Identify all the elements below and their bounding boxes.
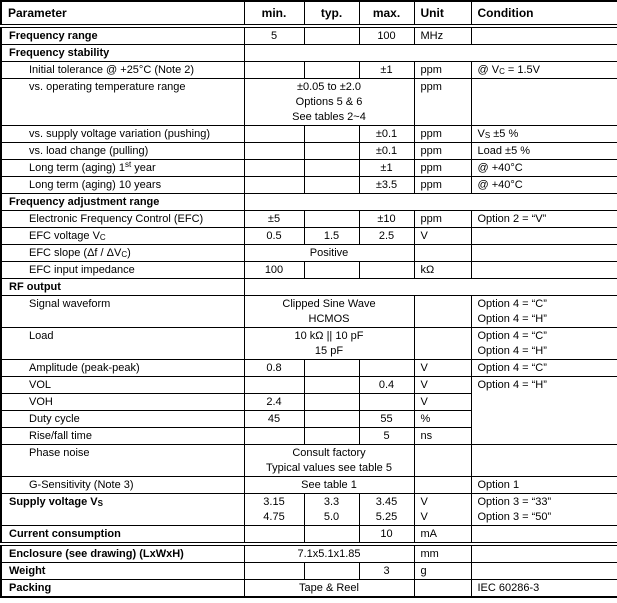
- text-segment: Supply voltage V: [9, 496, 98, 508]
- param-cell: VOL: [1, 377, 244, 394]
- spec-row: [1, 445, 617, 477]
- param-cell: vs. load change (pulling): [1, 143, 244, 160]
- typ-cell: [304, 126, 359, 143]
- unit-cell: [414, 477, 471, 494]
- column-header-condition: Condition: [471, 1, 617, 26]
- cell-line: 3.3: [323, 496, 340, 508]
- spec-row: [1, 79, 617, 126]
- condition-cell: @ +40°C: [471, 177, 617, 194]
- typ-cell: [304, 360, 359, 377]
- param-cell: Frequency stability: [1, 45, 244, 62]
- max-cell: 0.4: [359, 377, 414, 394]
- cell-line: 15 pF: [314, 345, 344, 357]
- typ-cell: [304, 411, 359, 428]
- merged-value-cell: [244, 445, 414, 477]
- text-segment: Long term (aging) 1: [29, 162, 125, 174]
- merged-value-cell: Tape & Reel: [244, 580, 414, 598]
- spec-row: [1, 160, 617, 177]
- spec-row: [1, 526, 617, 545]
- min-cell: [244, 177, 304, 194]
- cell-line: 5.25: [375, 511, 398, 523]
- param-cell: Current consumption: [1, 526, 244, 545]
- param-cell: [1, 245, 244, 262]
- condition-cell: [471, 245, 617, 262]
- text-segment: C: [99, 233, 106, 242]
- merged-value-cell: [244, 79, 414, 126]
- max-cell: 10: [359, 526, 414, 545]
- text-segment: S: [97, 499, 103, 508]
- condition-cell: Option 4 = “C”: [471, 360, 617, 377]
- cell-line: Clipped Sine Wave: [282, 298, 376, 310]
- cell-line: Option 4 = “H”: [477, 345, 547, 357]
- unit-cell: ppm: [414, 211, 471, 228]
- param-cell: Long term (aging) 10 years: [1, 177, 244, 194]
- text-segment: ±5 %: [490, 128, 519, 140]
- cell-line: Option 3 = “50”: [477, 511, 552, 523]
- max-cell: ±0.1: [359, 143, 414, 160]
- cell-line: Option 4 = “C”: [477, 298, 547, 310]
- condition-cell: Option 4 = “H”: [471, 377, 617, 445]
- header-row: [1, 1, 617, 26]
- unit-cell: mA: [414, 526, 471, 545]
- cell-line: 3.45: [375, 496, 398, 508]
- param-cell: Signal waveform: [1, 296, 244, 328]
- spec-row: [1, 62, 617, 79]
- column-header-parameter: Parameter: [1, 1, 244, 26]
- spec-row: [1, 563, 617, 580]
- param-cell: Duty cycle: [1, 411, 244, 428]
- param-cell: [1, 494, 244, 526]
- param-cell: Enclosure (see drawing) (LxWxH): [1, 544, 244, 563]
- unit-cell: ppm: [414, 160, 471, 177]
- condition-cell: Option 2 = “V”: [471, 211, 617, 228]
- unit-cell: kΩ: [414, 262, 471, 279]
- max-cell: 3: [359, 563, 414, 580]
- min-cell: [244, 494, 304, 526]
- cell-line: V: [420, 511, 428, 523]
- condition-cell: [471, 262, 617, 279]
- unit-cell: ppm: [414, 143, 471, 160]
- param-cell: RF output: [1, 279, 244, 296]
- max-cell: [359, 394, 414, 411]
- unit-cell: V: [414, 360, 471, 377]
- typ-cell: [304, 62, 359, 79]
- merged-value-cell: 7.1x5.1x1.85: [244, 544, 414, 563]
- typ-cell: [304, 526, 359, 545]
- min-cell: [244, 126, 304, 143]
- typ-cell: [304, 394, 359, 411]
- spec-row: [1, 143, 617, 160]
- text-segment: ): [127, 247, 131, 259]
- column-header-unit: Unit: [414, 1, 471, 26]
- param-cell: VOH: [1, 394, 244, 411]
- cell-line: Option 3 = “33”: [477, 496, 552, 508]
- text-segment: EFC slope (Δf / ΔV: [29, 247, 122, 259]
- min-cell: [244, 563, 304, 580]
- typ-cell: [304, 143, 359, 160]
- cell-line: 4.75: [263, 511, 285, 523]
- condition-cell: IEC 60286-3: [471, 580, 617, 598]
- section-row: [1, 279, 617, 296]
- section-spacer-cell: [244, 45, 617, 62]
- min-cell: 2.4: [244, 394, 304, 411]
- spec-row: [1, 245, 617, 262]
- max-cell: [359, 262, 414, 279]
- spec-table-body: [1, 26, 617, 597]
- unit-cell: g: [414, 563, 471, 580]
- max-cell: 5: [359, 428, 414, 445]
- unit-cell: V: [414, 377, 471, 394]
- condition-cell: [471, 328, 617, 360]
- typ-cell: [304, 211, 359, 228]
- param-cell: Load: [1, 328, 244, 360]
- text-segment: st: [125, 160, 132, 169]
- unit-cell: MHz: [414, 26, 471, 45]
- condition-cell: Option 1: [471, 477, 617, 494]
- unit-cell: [414, 494, 471, 526]
- unit-cell: [414, 245, 471, 262]
- unit-cell: [414, 328, 471, 360]
- section-spacer-cell: [244, 194, 617, 211]
- unit-cell: %: [414, 411, 471, 428]
- param-cell: Electronic Frequency Control (EFC): [1, 211, 244, 228]
- min-cell: 45: [244, 411, 304, 428]
- spec-row: [1, 262, 617, 279]
- condition-cell: [471, 445, 617, 477]
- section-row: [1, 45, 617, 62]
- min-cell: [244, 160, 304, 177]
- typ-cell: [304, 563, 359, 580]
- param-cell: vs. operating temperature range: [1, 79, 244, 126]
- merged-value-cell: See table 1: [244, 477, 414, 494]
- section-spacer-cell: [244, 279, 617, 296]
- condition-cell: Load ±5 %: [471, 143, 617, 160]
- spec-row: [1, 494, 617, 526]
- unit-cell: V: [414, 394, 471, 411]
- typ-cell: [304, 428, 359, 445]
- condition-cell: [471, 494, 617, 526]
- merged-value-cell: [244, 296, 414, 328]
- param-cell: Packing: [1, 580, 244, 598]
- param-cell: Frequency range: [1, 26, 244, 45]
- unit-cell: mm: [414, 544, 471, 563]
- unit-cell: ppm: [414, 79, 471, 126]
- column-header-max: max.: [359, 1, 414, 26]
- column-header-min: min.: [244, 1, 304, 26]
- max-cell: ±3.5: [359, 177, 414, 194]
- spec-row: [1, 296, 617, 328]
- typ-cell: [304, 26, 359, 45]
- min-cell: [244, 526, 304, 545]
- max-cell: 2.5: [359, 228, 414, 245]
- typ-cell: [304, 262, 359, 279]
- min-cell: 100: [244, 262, 304, 279]
- text-segment: C: [121, 250, 128, 259]
- text-segment: @ V: [477, 64, 500, 76]
- unit-cell: ppm: [414, 126, 471, 143]
- spec-row: [1, 211, 617, 228]
- condition-cell: [471, 126, 617, 143]
- cell-line: Consult factory: [292, 447, 366, 459]
- min-cell: [244, 377, 304, 394]
- param-cell: vs. supply voltage variation (pushing): [1, 126, 244, 143]
- condition-cell: [471, 544, 617, 563]
- min-cell: [244, 428, 304, 445]
- cell-line: 10 kΩ || 10 pF: [294, 330, 364, 342]
- unit-cell: ppm: [414, 62, 471, 79]
- condition-cell: [471, 62, 617, 79]
- param-cell: G-Sensitivity (Note 3): [1, 477, 244, 494]
- spec-row: [1, 26, 617, 45]
- min-cell: 0.5: [244, 228, 304, 245]
- condition-cell: [471, 228, 617, 245]
- typ-cell: [304, 177, 359, 194]
- typ-cell: [304, 377, 359, 394]
- param-cell: Initial tolerance @ +25°C (Note 2): [1, 62, 244, 79]
- cell-line: HCMOS: [308, 313, 350, 325]
- spec-row: [1, 377, 617, 394]
- condition-cell: [471, 296, 617, 328]
- spec-row: [1, 228, 617, 245]
- unit-cell: V: [414, 228, 471, 245]
- max-cell: ±1: [359, 62, 414, 79]
- text-segment: S: [484, 131, 491, 140]
- spec-row: [1, 544, 617, 563]
- condition-cell: [471, 563, 617, 580]
- typ-cell: 1.5: [304, 228, 359, 245]
- unit-cell: [414, 580, 471, 598]
- typ-cell: [304, 494, 359, 526]
- min-cell: 0.8: [244, 360, 304, 377]
- param-cell: Amplitude (peak-peak): [1, 360, 244, 377]
- condition-cell: [471, 79, 617, 126]
- max-cell: 100: [359, 26, 414, 45]
- cell-line: Option 4 = “C”: [477, 330, 547, 342]
- spec-row: [1, 477, 617, 494]
- cell-line: Option 4 = “H”: [477, 313, 547, 325]
- text-segment: V: [477, 128, 485, 140]
- text-segment: = 1.5V: [504, 64, 541, 76]
- condition-cell: @ +40°C: [471, 160, 617, 177]
- spec-row: [1, 177, 617, 194]
- spec-row: [1, 360, 617, 377]
- param-cell: Rise/fall time: [1, 428, 244, 445]
- spec-row: [1, 328, 617, 360]
- text-segment: C: [499, 67, 505, 76]
- param-cell: Frequency adjustment range: [1, 194, 244, 211]
- unit-cell: [414, 296, 471, 328]
- spec-row: [1, 126, 617, 143]
- unit-cell: ns: [414, 428, 471, 445]
- max-cell: [359, 494, 414, 526]
- cell-line: Options 5 & 6: [295, 96, 363, 108]
- cell-line: Typical values see table 5: [266, 462, 392, 474]
- param-cell: Phase noise: [1, 445, 244, 477]
- param-cell: Weight: [1, 563, 244, 580]
- param-cell: [1, 160, 244, 177]
- min-cell: [244, 62, 304, 79]
- merged-value-cell: [244, 328, 414, 360]
- spec-row: [1, 580, 617, 598]
- text-segment: EFC voltage V: [29, 230, 100, 242]
- cell-line: V: [420, 496, 428, 508]
- max-cell: ±0.1: [359, 126, 414, 143]
- merged-value-cell: Positive: [244, 245, 414, 262]
- min-cell: ±5: [244, 211, 304, 228]
- condition-cell: [471, 26, 617, 45]
- param-cell: EFC input impedance: [1, 262, 244, 279]
- section-row: [1, 194, 617, 211]
- max-cell: [359, 360, 414, 377]
- cell-line: 5.0: [323, 511, 340, 523]
- min-cell: 5: [244, 26, 304, 45]
- unit-cell: [414, 445, 471, 477]
- cell-line: ±0.05 to ±2.0: [296, 81, 362, 93]
- max-cell: ±1: [359, 160, 414, 177]
- cell-line: 3.15: [263, 496, 285, 508]
- cell-line: See tables 2~4: [292, 111, 366, 123]
- min-cell: [244, 143, 304, 160]
- param-cell: [1, 228, 244, 245]
- unit-cell: ppm: [414, 177, 471, 194]
- max-cell: ±10: [359, 211, 414, 228]
- column-header-typ: typ.: [304, 1, 359, 26]
- max-cell: 55: [359, 411, 414, 428]
- condition-cell: [471, 526, 617, 545]
- text-segment: year: [131, 162, 156, 174]
- typ-cell: [304, 160, 359, 177]
